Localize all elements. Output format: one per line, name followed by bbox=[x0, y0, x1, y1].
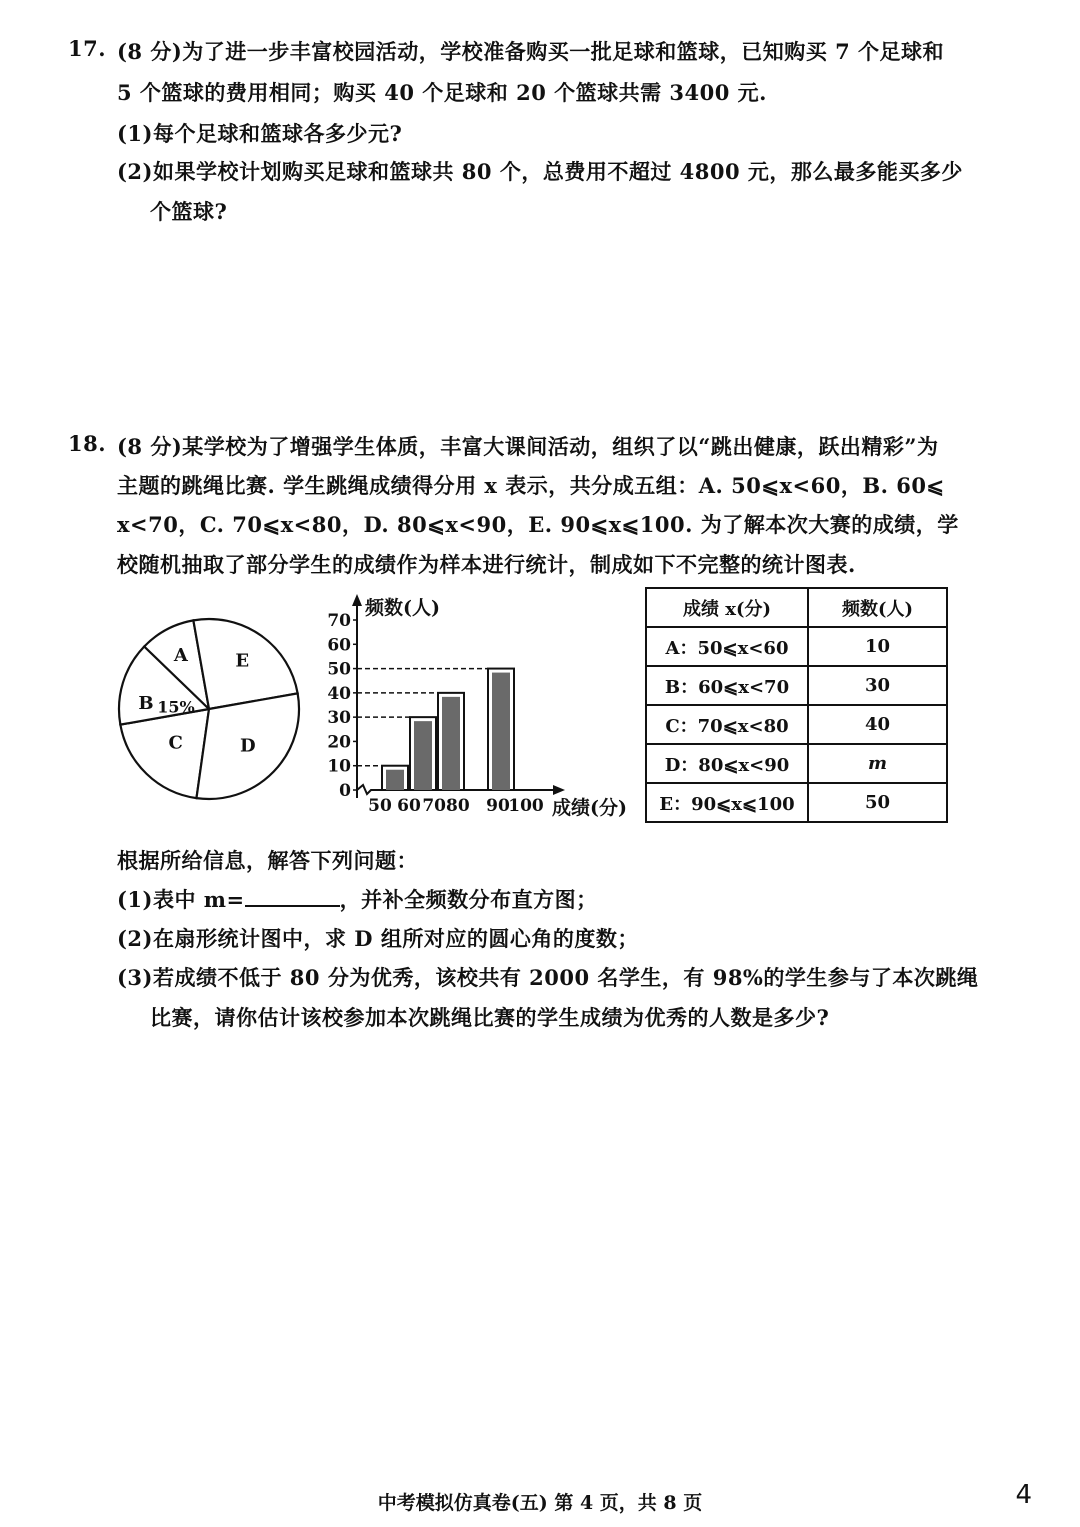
y-tick-label: 30 bbox=[327, 708, 351, 729]
table-cell-group: E：90⩽x⩽100 bbox=[646, 783, 808, 822]
page-footer: 中考模拟仿真卷(五) 第 4 页，共 8 页 bbox=[377, 1492, 703, 1514]
bar-fill-50-60 bbox=[386, 770, 404, 790]
q18-number: 18. bbox=[68, 431, 107, 456]
q18-sub1-prefix: (1)表中 m= bbox=[117, 887, 245, 912]
table-cell-count: m bbox=[808, 744, 947, 783]
answer-blank bbox=[245, 887, 340, 907]
x-axis-arrow bbox=[553, 785, 565, 795]
q18-sub2: (2)在扇形统计图中，求 D 组所对应的圆心角的度数； bbox=[117, 926, 639, 951]
q18-stem-line4: 校随机抽取了部分学生的成绩作为样本进行统计，制成如下不完整的统计图表. bbox=[117, 552, 856, 577]
table-cell-count: 40 bbox=[808, 705, 947, 744]
table-row bbox=[646, 666, 947, 705]
q18-sub3-line1: (3)若成绩不低于 80 分为优秀，该校共有 2000 名学生，有 98%的学生参与了本次跳绳 bbox=[117, 965, 979, 990]
y-tick-label: 70 bbox=[327, 611, 351, 631]
y-tick-label: 0 bbox=[339, 781, 351, 801]
y-tick-label: 10 bbox=[327, 756, 351, 777]
pie-label-b: B bbox=[138, 693, 154, 714]
pie-percent-annotation: 15% bbox=[157, 697, 195, 717]
y-tick-label: 50 bbox=[327, 659, 351, 680]
table-cell-group: D：80⩽x<90 bbox=[646, 744, 808, 783]
histogram-chart bbox=[320, 590, 630, 825]
y-axis-arrow bbox=[352, 594, 362, 606]
y-tick-label: 40 bbox=[327, 683, 351, 704]
q18-stem-line2: 主题的跳绳比赛. 学生跳绳成绩得分用 x 表示，共分成五组：A. 50⩽x<60，B. 60⩽ bbox=[117, 473, 945, 498]
pie-label-e: E bbox=[235, 650, 250, 672]
y-tick-label: 60 bbox=[327, 635, 351, 656]
table-cell-group: A：50⩽x<60 bbox=[646, 627, 808, 666]
q18-sub1 bbox=[117, 884, 598, 914]
q17-number: 17. bbox=[68, 36, 107, 61]
x-tick-label: 7080 bbox=[422, 796, 470, 816]
table-row bbox=[646, 744, 947, 783]
q17-sub2-line1: (2)如果学校计划购买足球和篮球共 80 个，总费用不超过 4800 元，那么最多能买多少 bbox=[117, 159, 963, 184]
table-cell-count: 50 bbox=[808, 783, 947, 822]
q18-stem-line1: (8 分)某学校为了增强学生体质，丰富大课间活动，组织了以“跳出健康，跃出精彩”为 bbox=[117, 434, 939, 459]
page-number: 4 bbox=[1015, 1480, 1032, 1510]
x-axis-label: 成绩(分) bbox=[552, 797, 627, 819]
q18-stem-line3: x<70，C. 70⩽x<80，D. 80⩽x<90，E. 90⩽x⩽100. 为了解本次大赛的成绩，学 bbox=[117, 512, 959, 537]
x-tick-label: 60 bbox=[397, 796, 421, 816]
bar-fill-70-80 bbox=[442, 697, 460, 790]
frequency-table bbox=[645, 587, 948, 823]
table-row bbox=[646, 783, 947, 822]
table-cell-group: B：60⩽x<70 bbox=[646, 666, 808, 705]
table-cell-count: 30 bbox=[808, 666, 947, 705]
table-row bbox=[646, 705, 947, 744]
table-cell-count: 10 bbox=[808, 627, 947, 666]
x-tick-label: 90 bbox=[486, 796, 510, 816]
y-axis-label: 频数(人) bbox=[365, 597, 440, 619]
table-header-frequency: 频数(人) bbox=[808, 588, 947, 627]
y-tick-label: 20 bbox=[327, 732, 351, 753]
table-header-score: 成绩 x(分) bbox=[646, 588, 808, 627]
q17-stem-line1: (8 分)为了进一步丰富校园活动，学校准备购买一批足球和篮球，已知购买 7 个足球和 bbox=[117, 39, 945, 64]
bar-fill-90-100 bbox=[492, 673, 510, 790]
q18-intro: 根据所给信息，解答下列问题： bbox=[117, 848, 418, 873]
bar-fill-60-70 bbox=[414, 721, 432, 790]
q18-sub3-line2: 比赛，请你估计该校参加本次跳绳比赛的学生成绩为优秀的人数是多少? bbox=[150, 1005, 830, 1030]
table-cell-group: C：70⩽x<80 bbox=[646, 705, 808, 744]
pie-label-c: C bbox=[168, 732, 183, 754]
x-tick-label: 50 bbox=[368, 796, 392, 816]
pie-label-a: A bbox=[173, 645, 188, 667]
q18-sub1-suffix: ，并补全频数分布直方图； bbox=[339, 887, 598, 912]
pie-label-d: D bbox=[240, 735, 256, 757]
x-tick-label: 100 bbox=[508, 796, 544, 816]
q17-sub2-line2: 个篮球? bbox=[150, 199, 228, 224]
q17-stem-line2: 5 个篮球的费用相同；购买 40 个足球和 20 个篮球共需 3400 元. bbox=[117, 80, 767, 105]
q17-sub1: (1)每个足球和篮球各多少元? bbox=[117, 121, 403, 146]
table-row bbox=[646, 627, 947, 666]
table-header-row bbox=[646, 588, 947, 627]
pie-chart bbox=[112, 612, 307, 807]
